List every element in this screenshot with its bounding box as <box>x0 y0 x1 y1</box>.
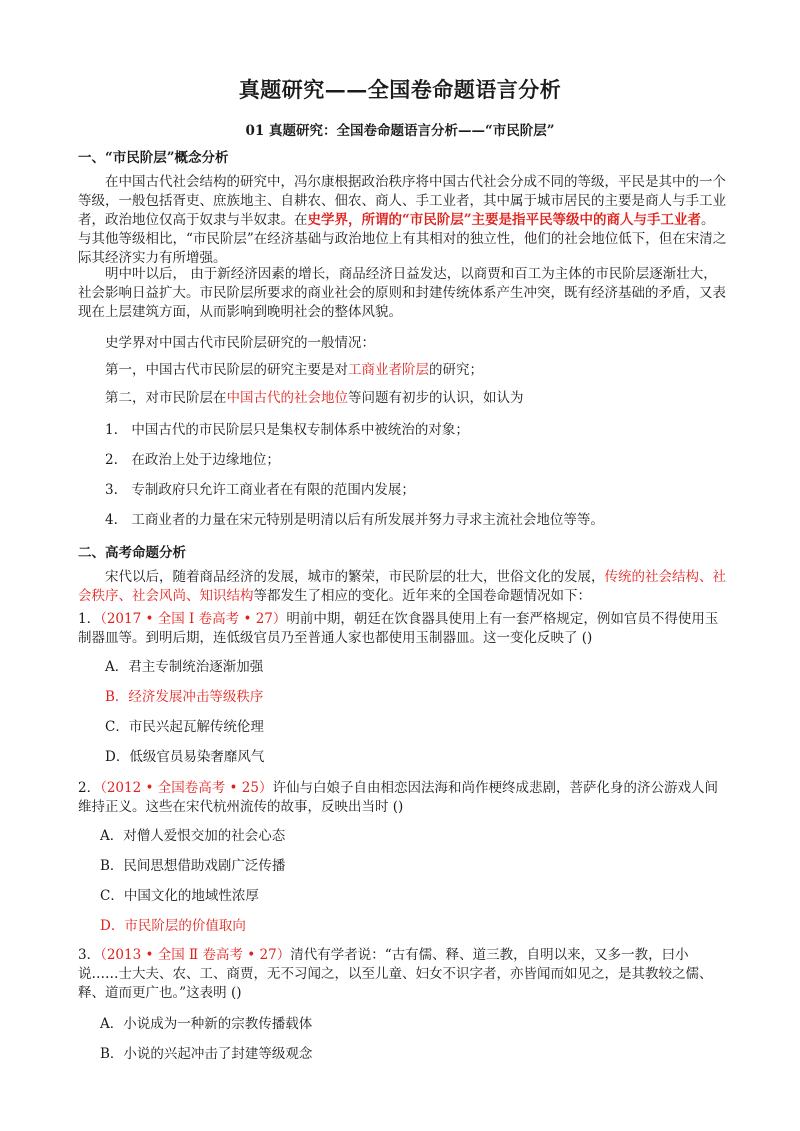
option-d-answer: D．市民阶层的价值取向 <box>100 918 246 934</box>
question-stem: 明前中期，朝廷在饮食器具使用上有一套严格规定，例如官员不得使用玉制器皿等。到明后期，连低级官员乃至普通人家也都使用玉制器皿。这一变化反映了 () <box>78 611 719 646</box>
option-d: D．低级官员易染奢靡风气 <box>105 749 265 765</box>
question-number: 2． <box>78 780 101 796</box>
option-a: A．君主专制统治逐渐加强 <box>105 659 264 675</box>
list-item: 2. 在政治上处于边缘地位； <box>105 452 280 468</box>
paragraph-text: 的研究； <box>429 362 483 378</box>
paragraph-text: 等都发生了相应的变化。近年来的全国卷命题情况如下： <box>253 588 591 604</box>
section1-paragraph-2: 明中叶以后， 由于新经济因素的增长，商品经济日益发达，以商贾和百工为主体的市民阶层逐渐壮大，社会影响日益扩大。市民阶层所要求的商业社会的原则和封建传统体系产生冲突，既有经济基础的矛盾，又表现在上层建筑方面，从而影响到晚明社会的整体风貌。 <box>78 266 726 320</box>
paragraph-text: 第一，中国古代市民阶层的研究主要是对 <box>105 362 348 378</box>
question-stem: 清代有学者说：“古有儒、释、道三教，自明以来，又多一教，曰小说……士大夫、农、工、商贾，无不习闻之，以至儿童、妇女不识字者，亦皆闻而如见之，是其教较之儒、释、道而更广也。”这表明 () <box>78 947 713 1001</box>
paragraph-text: 在中国古代社会结构的研究中，冯尔康根据政治秩序将中国古代社会分成不同的等级，平民是其中的一个等级，一般包括胥吏、庶族地主、自耕农、佃农、商人、手工业者，其中属于城市居民的主要是商人与手工业者，政治地位仅高于奴隶与半奴隶。在 <box>78 174 726 228</box>
section1-paragraph-5 <box>78 389 728 408</box>
option-b: B．民间思想借助戏剧广泛传播 <box>100 858 286 874</box>
question-1 <box>78 610 728 648</box>
paragraph-text: 宋代以后，随着商品经济的发展，城市的繁荣，市民阶层的壮大，世俗文化的发展， <box>105 569 605 585</box>
paragraph-text: 等问题有初步的认识，如认为 <box>348 390 524 406</box>
question-number: 3． <box>78 947 101 963</box>
section2-heading: 二、高考命题分析 <box>78 545 186 561</box>
paragraph-text: 。与其他等级相比，“市民阶层”在经济基础与政治地位上有其相对的独立性，他们的社会地位低下，但在宋清之际其经济实力有所增强。 <box>78 212 727 266</box>
option-a: A．小说成为一种新的宗教传播载体 <box>100 1016 313 1032</box>
question-3 <box>78 946 728 1003</box>
section2-intro <box>78 568 728 606</box>
option-c: C．市民兴起瓦解传统伦理 <box>105 719 264 735</box>
list-item: 4. 工商业者的力量在宋元特别是明清以后有所发展并努力寻求主流社会地位等等。 <box>105 512 604 528</box>
highlight-text: 传统的社会结构、社会秩序、社会风尚、知识结构 <box>78 569 726 604</box>
document-title: 真题研究——全国卷命题语言分析 <box>238 77 562 102</box>
list-item: 3. 专制政府只允许工商业者在有限的范围内发展； <box>105 482 415 498</box>
option-c: C．中国文化的地域性浓厚 <box>100 888 259 904</box>
question-source: （2017 • 全国 Ⅰ 卷高考 • 27） <box>100 611 287 627</box>
option-b-answer: B．经济发展冲击等级秩序 <box>105 689 264 705</box>
document-subtitle: 01 真题研究：全国卷命题语言分析——“市民阶层” <box>245 123 555 139</box>
highlight-text: 工商业者阶层 <box>348 362 429 378</box>
highlight-text: 史学界，所谓的“市民阶层”主要是指平民等级中的商人与手工业者 <box>307 212 702 228</box>
question-stem: 许仙与白娘子自由相恋因法海和尚作梗终成悲剧，菩萨化身的济公游戏人间维持正义。这些在宋代杭州流传的故事，反映出当时 () <box>78 780 718 815</box>
option-b: B．小说的兴起冲击了封建等级观念 <box>100 1046 313 1062</box>
paragraph-text: 第二，对市民阶层在 <box>105 390 227 406</box>
option-a: A．对僧人爱恨交加的社会心态 <box>100 828 286 844</box>
question-source: （2013 • 全国 Ⅱ 卷高考 • 27） <box>100 947 291 963</box>
section1-paragraph-1 <box>78 173 728 268</box>
question-2 <box>78 779 728 817</box>
list-item: 1. 中国古代的市民阶层只是集权专制体系中被统治的对象； <box>105 422 469 438</box>
section1-paragraph-3: 史学界对中国古代市民阶层研究的一般情况： <box>105 335 375 351</box>
question-number: 1． <box>78 611 101 627</box>
section1-heading: 一、“市民阶层”概念分析 <box>78 150 229 166</box>
highlight-text: 中国古代的社会地位 <box>226 390 348 406</box>
question-source: （2012 • 全国卷高考 • 25） <box>100 780 273 796</box>
section1-paragraph-4 <box>78 361 728 380</box>
